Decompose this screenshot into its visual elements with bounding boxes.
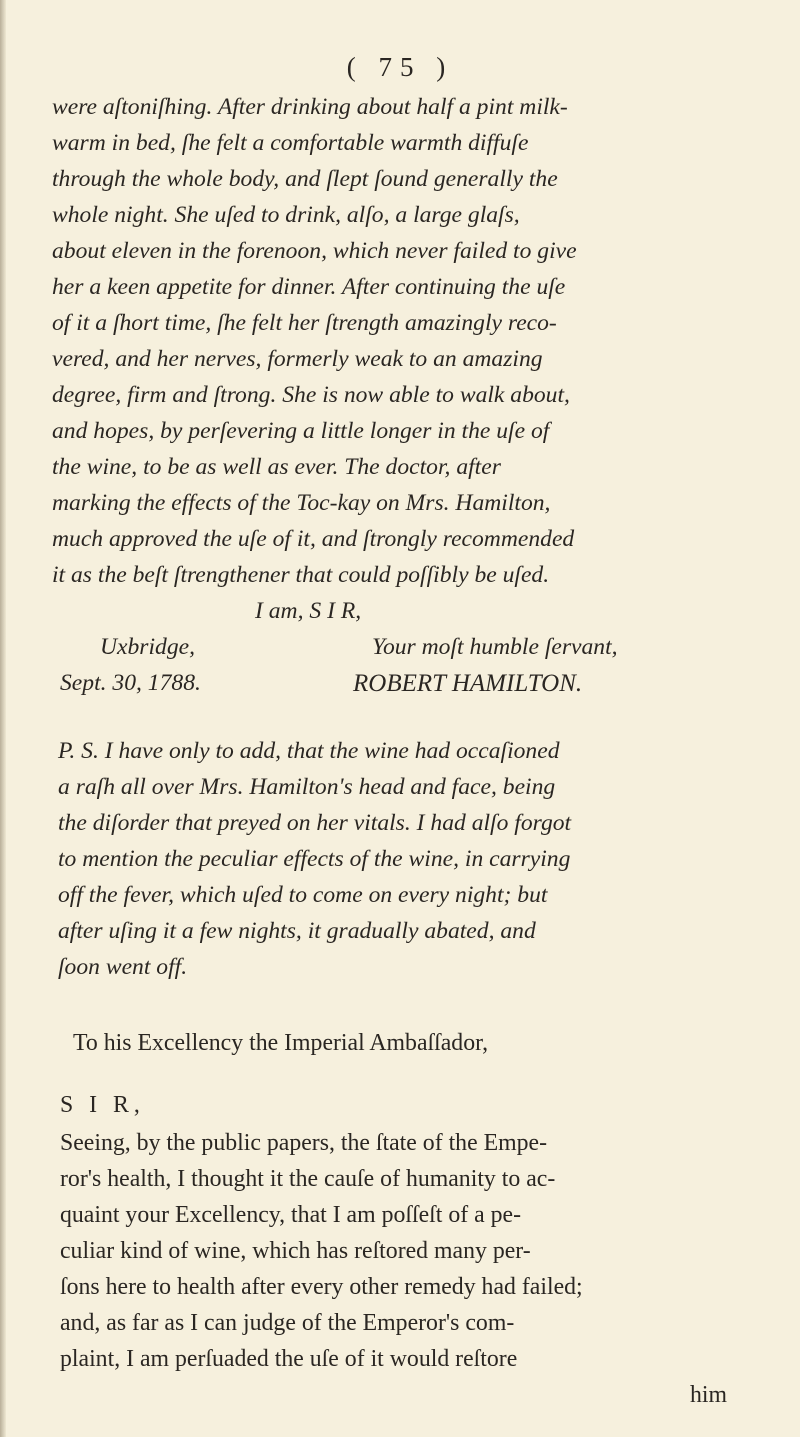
postscript-line: to mention the peculiar effects of the wine, in carrying (58, 846, 571, 872)
postscript-line: the diſorder that preyed on her vitals. I had alſo forgot (58, 810, 572, 836)
letter-line: warm in bed, ſhe felt a comfortable warmth diffuſe (52, 130, 529, 156)
catchword: him (690, 1382, 728, 1408)
letter-line: Seeing, by the public papers, the ſtate of the Empe- (60, 1130, 548, 1156)
letter-valediction: Your moſt humble ſervant, (372, 634, 618, 660)
letter-line: quaint your Excellency, that I am poſſeſt of a pe- (60, 1202, 522, 1228)
letter-line: whole night. She uſed to drink, alſo, a large glaſs, (52, 202, 520, 228)
letter-line: her a keen appetite for dinner. After continuing the uſe (52, 274, 566, 300)
letter-place: Uxbridge, (100, 634, 196, 660)
letter-line: through the whole body, and ſlept ſound generally the (52, 166, 558, 192)
letter-line: it as the beſt ſtrengthener that could poſſibly be uſed. (52, 562, 550, 588)
letter-line: culiar kind of wine, which has reſtored many per- (60, 1238, 531, 1264)
postscript-line: off the fever, which uſed to come on every night; but (58, 882, 548, 908)
letter-line: and, as far as I can judge of the Emperor's com- (60, 1310, 515, 1336)
letter-line: ſons here to health after every other remedy had failed; (60, 1274, 583, 1300)
letter-line: and hopes, by perſevering a little longer in the uſe of (52, 418, 550, 444)
letter-line: of it a ſhort time, ſhe felt her ſtrength amazingly reco- (52, 310, 557, 336)
letter-line: much approved the uſe of it, and ſtrongly recommended (52, 526, 575, 552)
letter-line: vered, and her nerves, formerly weak to an amazing (52, 346, 543, 372)
page-number-header: ( 75 ) (346, 52, 454, 82)
letter-address: To his Excellency the Imperial Ambaſſador, (73, 1030, 489, 1056)
letter-line: the wine, to be as well as ever. The doctor, after (52, 454, 501, 480)
letter-signature: ROBERT HAMILTON. (353, 670, 583, 697)
letter-line: marking the effects of the Toc-kay on Mrs. Hamilton, (52, 490, 551, 516)
letter-closing: I am, S I R, (255, 598, 362, 624)
postscript-line: a raſh all over Mrs. Hamilton's head and face, being (58, 774, 556, 800)
letter-line: ror's health, I thought it the cauſe of humanity to ac- (60, 1166, 556, 1192)
letter-line: degree, firm and ſtrong. She is now able to walk about, (52, 382, 570, 408)
postscript-line: P. S. I have only to add, that the wine had occaſioned (58, 738, 560, 764)
postscript-line: after uſing it a few nights, it gradually abated, and (58, 918, 536, 944)
postscript-line: ſoon went off. (58, 954, 188, 980)
letter-date (60, 670, 201, 697)
letter-line: about eleven in the forenoon, which never failed to give (52, 238, 577, 264)
letter-salutation: S I R, (60, 1092, 145, 1118)
letter-line: were aſtoniſhing. After drinking about half a pint milk- (52, 94, 568, 120)
letter-date-text: Sept. 30, 1788. (60, 670, 201, 696)
letter-line: plaint, I am perſuaded the uſe of it would reſtore (60, 1346, 518, 1372)
